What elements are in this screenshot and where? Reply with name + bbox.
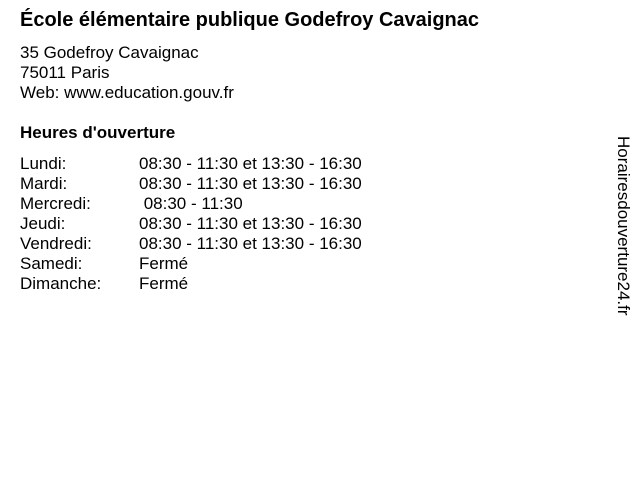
day-hours: 08:30 - 11:30 et 13:30 - 16:30	[139, 174, 362, 193]
day-label: Samedi:	[20, 254, 83, 273]
school-name: École élémentaire publique Godefroy Cavaignac	[20, 9, 480, 31]
day-label: Mercredi:	[20, 194, 91, 213]
day-hours: Fermé	[139, 254, 189, 273]
day-hours: 08:30 - 11:30	[139, 194, 243, 213]
school-address	[20, 43, 234, 103]
website-link[interactable]: Web: www.education.gouv.fr	[20, 83, 234, 102]
day-label: Vendredi:	[20, 234, 92, 253]
address-street: 35 Godefroy Cavaignac	[20, 43, 199, 62]
day-label: Jeudi:	[20, 214, 66, 233]
site-watermark: Horairesdouverture24.fr	[614, 136, 633, 316]
day-hours: 08:30 - 11:30 et 13:30 - 16:30	[139, 234, 362, 253]
day-hours: Fermé	[139, 274, 189, 293]
day-hours: 08:30 - 11:30 et 13:30 - 16:30	[139, 214, 362, 233]
day-hours: 08:30 - 11:30 et 13:30 - 16:30	[139, 154, 362, 173]
day-label: Dimanche:	[20, 274, 102, 293]
day-label: Lundi:	[20, 154, 67, 173]
day-label: Mardi:	[20, 174, 68, 193]
address-city: 75011 Paris	[20, 63, 110, 82]
hours-heading: Heures d'ouverture	[20, 123, 176, 142]
